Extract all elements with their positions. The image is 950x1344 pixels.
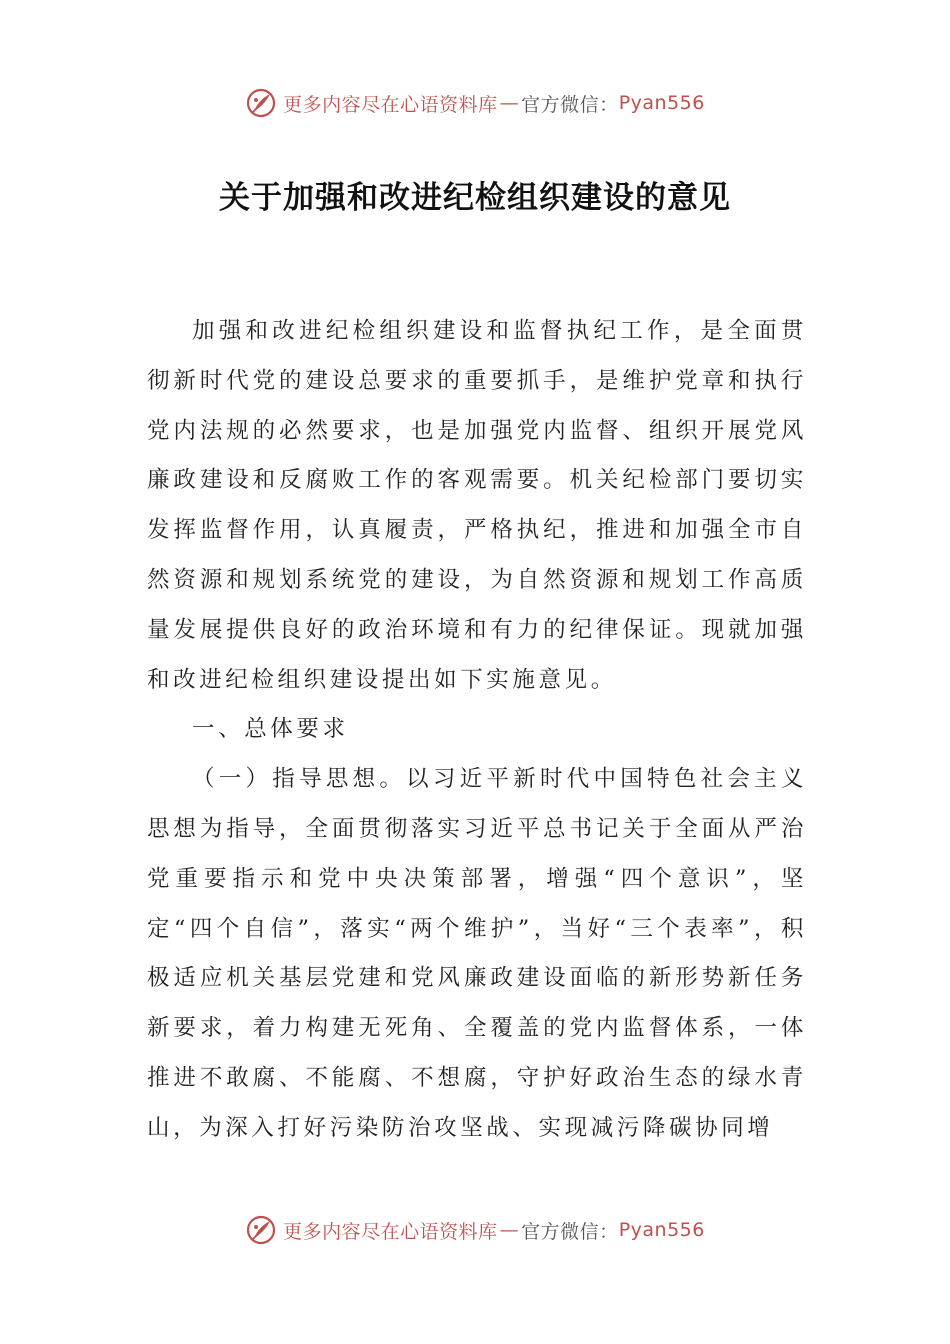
- watermark-wechat-id: Pyan556: [618, 92, 705, 114]
- document-title: 关于加强和改进纪检组织建设的意见: [219, 180, 731, 216]
- document-body: [147, 307, 807, 1154]
- header-watermark: [0, 86, 950, 120]
- watermark-brand: 更多内容尽在心语资料库: [283, 93, 498, 116]
- watermark-brand: 更多内容尽在心语资料库: [283, 1220, 498, 1243]
- footer-watermark: [0, 1213, 950, 1247]
- watermark-wechat-id: Pyan556: [618, 1219, 705, 1241]
- watermark-label: 官方微信：: [521, 93, 619, 116]
- quill-logo-icon: [245, 1214, 277, 1246]
- watermark-label: 官方微信：: [521, 1220, 619, 1243]
- intro-paragraph: 加强和改进纪检组织建设和监督执纪工作，是全面贯彻新时代党的建设总要求的重要抓手，是维护党章和执行党内法规的必然要求，也是加强党内监督、组织开展党风廉政建设和反腐败工作的客观需要。机关纪检部门要切实发挥监督作用，认真履责，严格执纪，推进和加强全市自然资源和规划系统党的建设，为自然资源和规划工作高质量发展提供良好的政治环境和有力的纪律保证。现就加强和改进纪检组织建设提出如下实施意见。: [147, 318, 807, 693]
- quill-logo-icon: [245, 87, 277, 119]
- guiding-ideology-paragraph: （一）指导思想。以习近平新时代中国特色社会主义思想为指导，全面贯彻落实习近平总书记关于全面从严治党重要指示和党中央决策部署，增强“四个意识”，坚定“四个自信”，落实“两个维护”，当好“三个表率”，积极适应机关基层党建和党风廉政建设面临的新形势新任务新要求，着力构建无死角、全覆盖的党内监督体系，一体推进不敢腐、不能腐、不想腐，守护好政治生态的绿水青山，为深入打好污染防治攻坚战、实现减污降碳协同增: [147, 766, 807, 1141]
- watermark-dash: —: [499, 92, 520, 114]
- watermark-dash: —: [499, 1219, 520, 1241]
- section-heading: 一、总体要求: [192, 716, 349, 743]
